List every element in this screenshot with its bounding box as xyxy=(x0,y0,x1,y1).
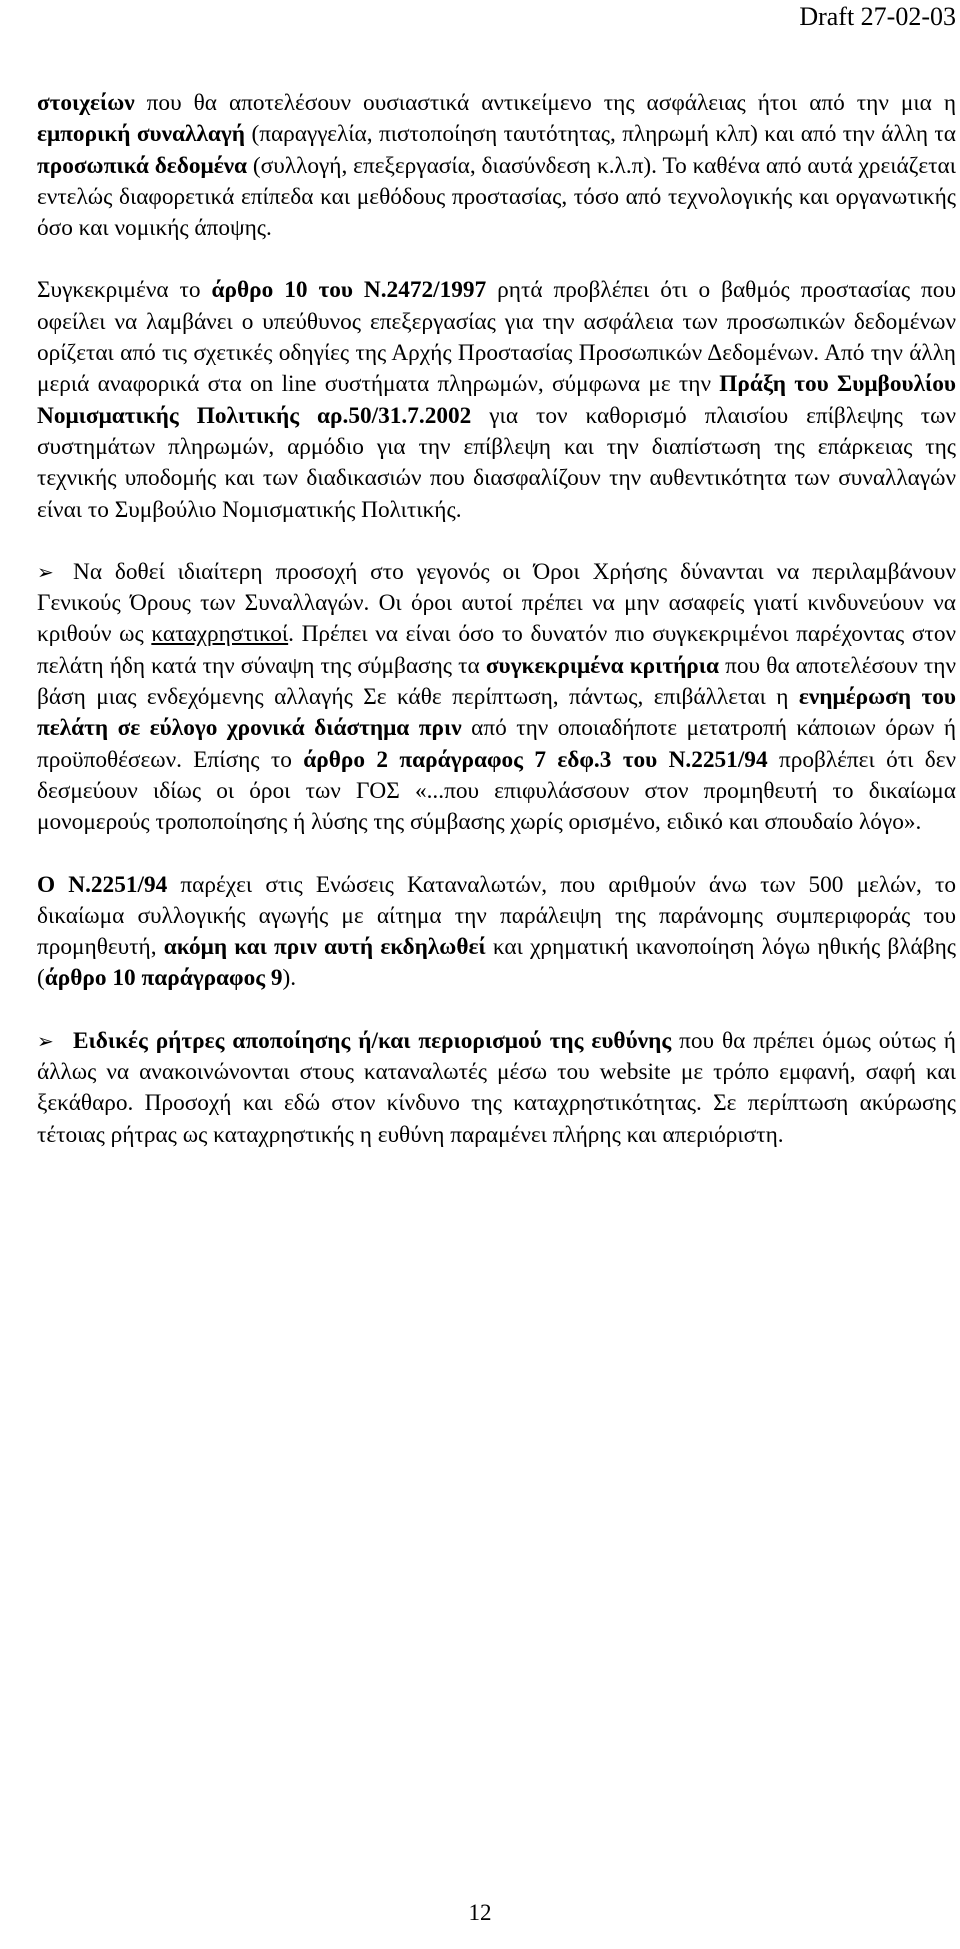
bold-text: Πράξη του Συμβουλίου Νομισματικής Πολιτικής αρ.50/31.7.2002 xyxy=(37,371,956,429)
paragraph-security-elements xyxy=(37,88,956,244)
bold-text: Ο Ν.2251/94 xyxy=(37,871,168,898)
bold-text: άρθρο 10 παράγραφος 9 xyxy=(44,965,283,992)
text-run: (παραγγελία, πιστοποίηση ταυτότητας, πληρωμή κλπ) και από την άλλη τα xyxy=(245,121,956,148)
arrow-bullet-icon: ➢ xyxy=(37,559,54,584)
paragraph-law-2251 xyxy=(37,870,956,995)
bold-text: στοιχείων xyxy=(37,90,135,116)
text-run: από την οποιαδήποτε μετατροπή κάποιων όρων ή προϋποθέσεων. Επίσης το xyxy=(37,715,956,773)
text-run: . Πρέπει να είναι όσο το δυνατόν πιο συγκεκριμένοι παρέχοντας στον πελάτη ήδη κατά την σύναψη της σύμβασης τα xyxy=(37,621,956,679)
paragraph-article-10 xyxy=(37,275,956,525)
bold-text: άρθρο 10 του Ν.2472/1997 xyxy=(211,277,487,304)
text-run: και χρηματική ικανοποίηση λόγω ηθικής βλάβης ( xyxy=(37,934,956,992)
arrow-bullet-icon: ➢ xyxy=(37,1028,54,1053)
bold-text: ακόμη και πριν αυτή εκδηλωθεί xyxy=(163,934,486,961)
page-number: 12 xyxy=(468,1900,492,1925)
bold-text: εμπορική συναλλαγή xyxy=(37,121,246,148)
bold-text: ενημέρωση του πελάτη σε εύλογο χρονικά διάστημα πριν xyxy=(37,684,956,742)
draft-date-header: Draft 27-02-03 xyxy=(799,2,956,31)
bold-text: Ειδικές ρήτρες αποποίησης ή/και περιορισμού της ευθύνης xyxy=(73,1027,672,1054)
text-run: ). xyxy=(282,965,297,992)
text-run: ρητά προβλέπει ότι ο βαθμός προστασίας που οφείλει να λαμβάνει ο υπεύθυνος επεξεργασίας για την ασφάλεια των προσωπικών δεδομένων ορίζεται από τις σχετικές οδηγίες της Αρχής Προστασίας Προσωπικών Δεδομένων. Από την άλλη μεριά αναφορικά στα on line συστήματα πληρωμών, σύμφωνα με την xyxy=(37,277,956,398)
bullet-liability-clauses xyxy=(37,1026,956,1151)
bullet-terms-of-use xyxy=(37,557,956,839)
bold-text: προσωπικά δεδομένα xyxy=(37,152,248,179)
text-run: Συγκεκριμένα το xyxy=(37,277,212,304)
bold-text: συγκεκριμένα κριτήρια xyxy=(485,652,719,679)
text-run: (συλλογή, επεξεργασία, διασύνδεση κ.λ.π). Το καθένα από αυτά χρειάζεται εντελώς διαφορετικά επίπεδα και μεθόδους προστασίας, τόσο από τεχνολογικής και οργανωτικής όσο και νομικής άποψης. xyxy=(37,152,957,242)
text-run: για τον καθορισμό πλαισίου επίβλεψης των συστημάτων πληρωμών, αρμόδιο για την επίβλεψη και την διαπίστωση της επάρκειας της τεχνικής υποδομής και των διαδικασιών που διασφαλίζουν την αυθεντικότητα των συναλλαγών είναι το Συμβούλιο Νομισματικής Πολιτικής. xyxy=(37,402,956,523)
text-run: παρέχει στις Ενώσεις Καταναλωτών, που αριθμούν άνω των 500 μελών, το δικαίωμα συλλογικής αγωγής με αίτημα την παράλειψη της παράνομης συμπεριφοράς του προμηθευτή, xyxy=(37,871,956,961)
text-run: που θα αποτελέσουν την βάση μιας ενδεχόμενης αλλαγής Σε κάθε περίπτωση, πάντως, επιβάλλεται η xyxy=(37,652,956,711)
underlined-text: καταχρηστικοί xyxy=(151,621,289,648)
bold-text: άρθρο 2 παράγραφος 7 εδφ.3 του Ν.2251/94 xyxy=(303,746,768,773)
document-body xyxy=(37,88,956,1151)
text-run: Να δοθεί ιδιαίτερη προσοχή στο γεγονός οι Όροι Χρήσης δύνανται να περιλαμβάνουν Γενικούς Όρους των Συναλλαγών. Οι όροι αυτοί πρέπει να μην ασαφείς γιατί κινδυνεύουν να κριθούν ως xyxy=(37,558,956,648)
text-run: που θα πρέπει όμως ούτως ή άλλως να ανακοινώνονται στους καταναλωτές μέσω του website με τρόπο εμφανή, σαφή και ξεκάθαρο. Προσοχή και εδώ στον κίνδυνο της καταχρηστικότητας. Σε περίπτωση ακύρωσης τέτοιας ρήτρας ως καταχρηστικής η ευθύνη παραμένει πλήρης και απεριόριστη. xyxy=(37,1027,956,1148)
text-run: προβλέπει ότι δεν δεσμεύουν ιδίως οι όροι των ΓΟΣ «...που επιφυλάσσουν στον προμηθευτή το δικαίωμα μονομερούς τροποποίησης ή λύσης της σύμβασης χωρίς ορισμένο, ειδικό και σπουδαίο λόγο». xyxy=(37,746,957,836)
text-run: που θα αποτελέσουν ουσιαστικά αντικείμενο της ασφάλειας ήτοι από την μια η xyxy=(134,90,956,116)
